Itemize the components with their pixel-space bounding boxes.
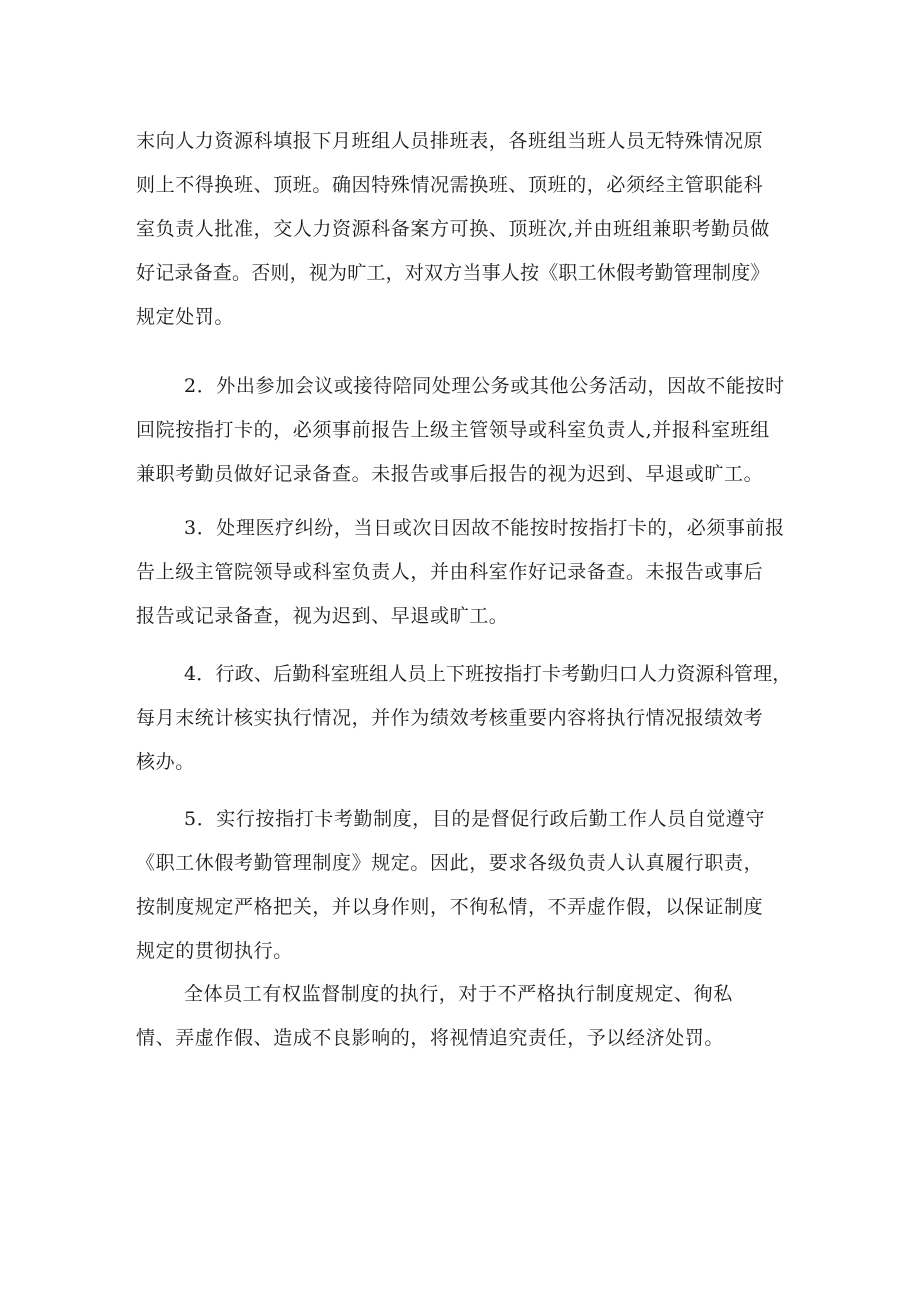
text-line: 全体员工有权监督制度的执行，对于不严格执行制度规定、徇私 — [184, 983, 733, 1005]
text-line: 兼职考勤员做好记录备查。未报告或事后报告的视为迟到、早退或旷工。 — [136, 463, 764, 485]
text-line: 4．行政、后勤科室班组人员上下班按指打卡考勤归口人力资源科管理， — [184, 663, 792, 685]
text-line: 核办。 — [136, 751, 195, 773]
text-line: 按制度规定严格把关，并以身作则，不徇私情，不弄虚作假，以保证制度 — [136, 896, 764, 918]
paragraph-item-4 — [136, 652, 796, 784]
text-line: 5．实行按指打卡考勤制度，目的是督促行政后勤工作人员自觉遵守 — [184, 808, 766, 830]
text-line: 2．外出参加会议或接待陪同处理公务或其他公务活动，因故不能按时 — [184, 375, 785, 397]
text-line: 好记录备查。否则，视为旷工，对双方当事人按《职工休假考勤管理制度》 — [136, 262, 770, 284]
paragraph-item-2 — [136, 364, 796, 496]
text-line: 规定的贯彻执行。 — [136, 940, 293, 962]
text-line: 末向人力资源科填报下月班组人员排班表，各班组当班人员无特殊情况原 — [136, 130, 764, 152]
text-line: 3．处理医疗纠纷，当日或次日因故不能按时按指打卡的，必须事前报 — [184, 517, 785, 539]
text-line: 《职工休假考勤管理制度》规定。因此，要求各级负责人认真履行职责， — [136, 852, 764, 874]
text-line: 规定处罚。 — [136, 306, 235, 328]
text-line: 室负责人批准，交人力资源科备案方可换、顶班次,并由班组兼职考勤员做 — [136, 218, 770, 240]
paragraph-closing — [136, 972, 796, 1060]
text-line: 回院按指打卡的，必须事前报告上级主管领导或科室负责人,并报科室班组 — [136, 419, 770, 441]
paragraph-item-3 — [136, 506, 796, 638]
paragraph-continuation — [136, 119, 796, 339]
text-line: 报告或记录备查，视为迟到、早退或旷工。 — [136, 605, 509, 627]
text-line: 每月末统计核实执行情况，并作为绩效考核重要内容将执行情况报绩效考 — [136, 707, 764, 729]
paragraph-item-5 — [136, 797, 796, 973]
text-line: 则上不得换班、顶班。确因特殊情况需换班、顶班的，必须经主管职能科 — [136, 174, 764, 196]
text-line: 告上级主管院领导或科室负责人，并由科室作好记录备查。未报告或事后 — [136, 561, 764, 583]
text-line: 情、弄虚作假、造成不良影响的，将视情追究责任，予以经济处罚。 — [136, 1027, 725, 1049]
